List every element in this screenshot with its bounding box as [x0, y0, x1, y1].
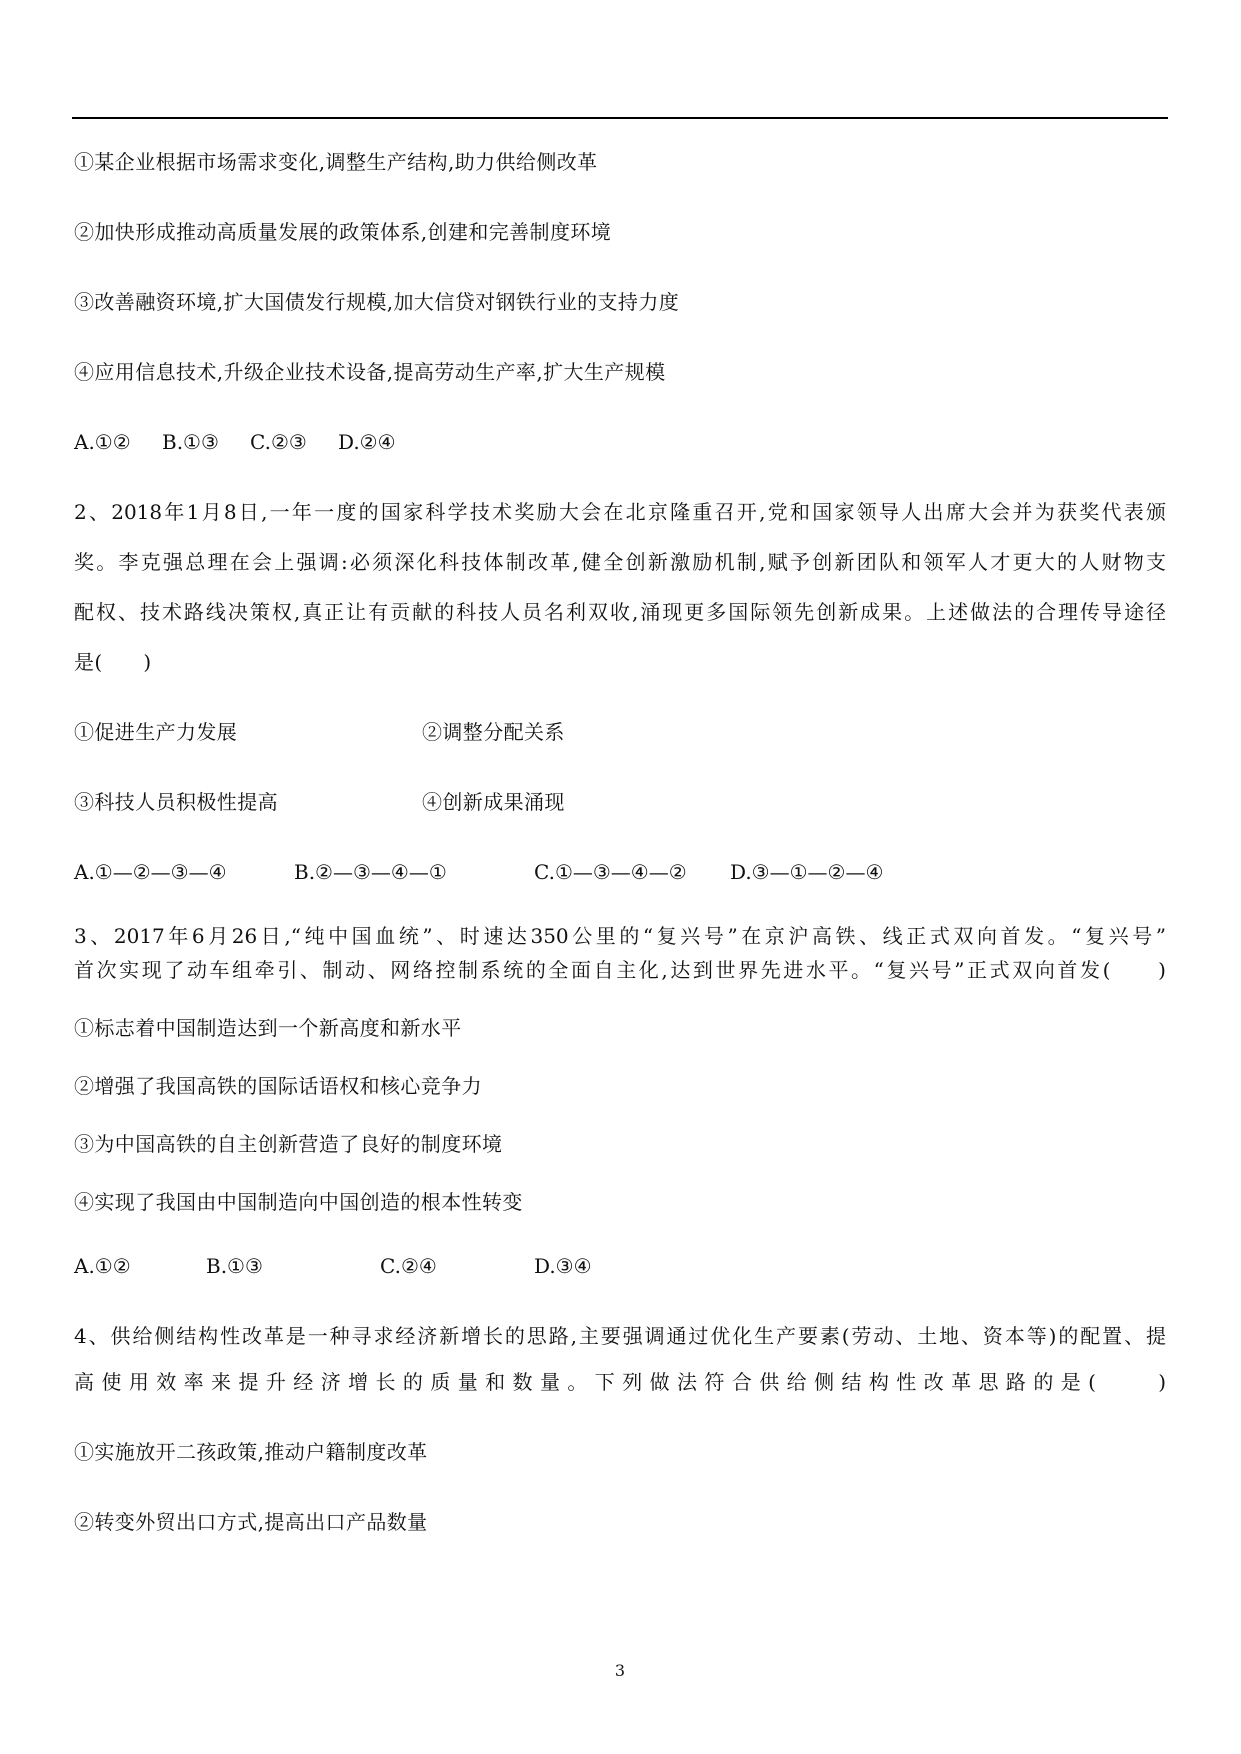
q3-option-a: A.①②: [74, 1254, 131, 1278]
q2-item-3: ③科技人员积极性提高: [74, 790, 278, 814]
q2-option-d: D.③—①—②—④: [730, 860, 884, 884]
q4-stem-line-1: 4、供给侧结构性改革是一种寻求经济新增长的思路,主要强调通过优化生产要素(劳动、土地、资本等)的配置、提: [74, 1324, 1166, 1348]
q2-option-b: B.②—③—④—①: [294, 860, 447, 884]
q3-item-4: ④实现了我国由中国制造向中国创造的根本性转变: [74, 1190, 523, 1214]
q2-option-c: C.①—③—④—②: [534, 860, 687, 884]
q2-stem-line-3: 配权、技术路线决策权,真正让有贡献的科技人员名利双收,涌现更多国际领先创新成果。上述做法的合理传导途径: [74, 600, 1166, 624]
q3-item-3: ③为中国高铁的自主创新营造了良好的制度环境: [74, 1132, 503, 1156]
q2-option-a: A.①—②—③—④: [74, 860, 227, 884]
q1-option-c: C.②③: [250, 430, 307, 454]
q3-stem-line-1: 3、2017年6月26日,“纯中国血统”、时速达350公里的“复兴号”在京沪高铁、线正式双向首发。“复兴号”: [74, 924, 1166, 948]
q2-item-1: ①促进生产力发展: [74, 720, 238, 744]
q1-option-a: A.①②: [74, 430, 131, 454]
q3-stem-line-2: 首次实现了动车组牵引、制动、网络控制系统的全面自主化,达到世界先进水平。“复兴号”正式双向首发( ): [74, 958, 1166, 982]
q2-item-4: ④创新成果涌现: [422, 790, 565, 814]
q3-item-2: ②增强了我国高铁的国际话语权和核心竞争力: [74, 1074, 482, 1098]
q3-option-b: B.①③: [206, 1254, 263, 1278]
header-rule: [72, 117, 1168, 119]
q1-item-2: ②加快形成推动高质量发展的政策体系,创建和完善制度环境: [74, 220, 612, 244]
q1-item-4: ④应用信息技术,升级企业技术设备,提高劳动生产率,扩大生产规模: [74, 360, 666, 384]
q2-stem-line-1: 2、2018年1月8日,一年一度的国家科学技术奖励大会在北京隆重召开,党和国家领导人出席大会并为获奖代表颁: [74, 500, 1166, 524]
q4-item-2: ②转变外贸出口方式,提高出口产品数量: [74, 1510, 428, 1534]
q1-item-1: ①某企业根据市场需求变化,调整生产结构,助力供给侧改革: [74, 150, 598, 174]
q3-option-d: D.③④: [534, 1254, 592, 1278]
q2-stem-line-4: 是( ): [74, 650, 152, 674]
page-number: 3: [614, 1661, 626, 1680]
q1-option-d: D.②④: [338, 430, 396, 454]
q2-item-2: ②调整分配关系: [422, 720, 565, 744]
q4-stem-line-2: 高使用效率来提升经济增长的质量和数量。下列做法符合供给侧结构性改革思路的是( ): [74, 1370, 1166, 1394]
q4-item-1: ①实施放开二孩政策,推动户籍制度改革: [74, 1440, 428, 1464]
q1-item-3: ③改善融资环境,扩大国债发行规模,加大信贷对钢铁行业的支持力度: [74, 290, 680, 314]
q2-stem-line-2: 奖。李克强总理在会上强调:必须深化科技体制改革,健全创新激励机制,赋予创新团队和领军人才更大的人财物支: [74, 550, 1166, 574]
q3-item-1: ①标志着中国制造达到一个新高度和新水平: [74, 1016, 462, 1040]
q3-option-c: C.②④: [380, 1254, 437, 1278]
q1-option-b: B.①③: [162, 430, 219, 454]
